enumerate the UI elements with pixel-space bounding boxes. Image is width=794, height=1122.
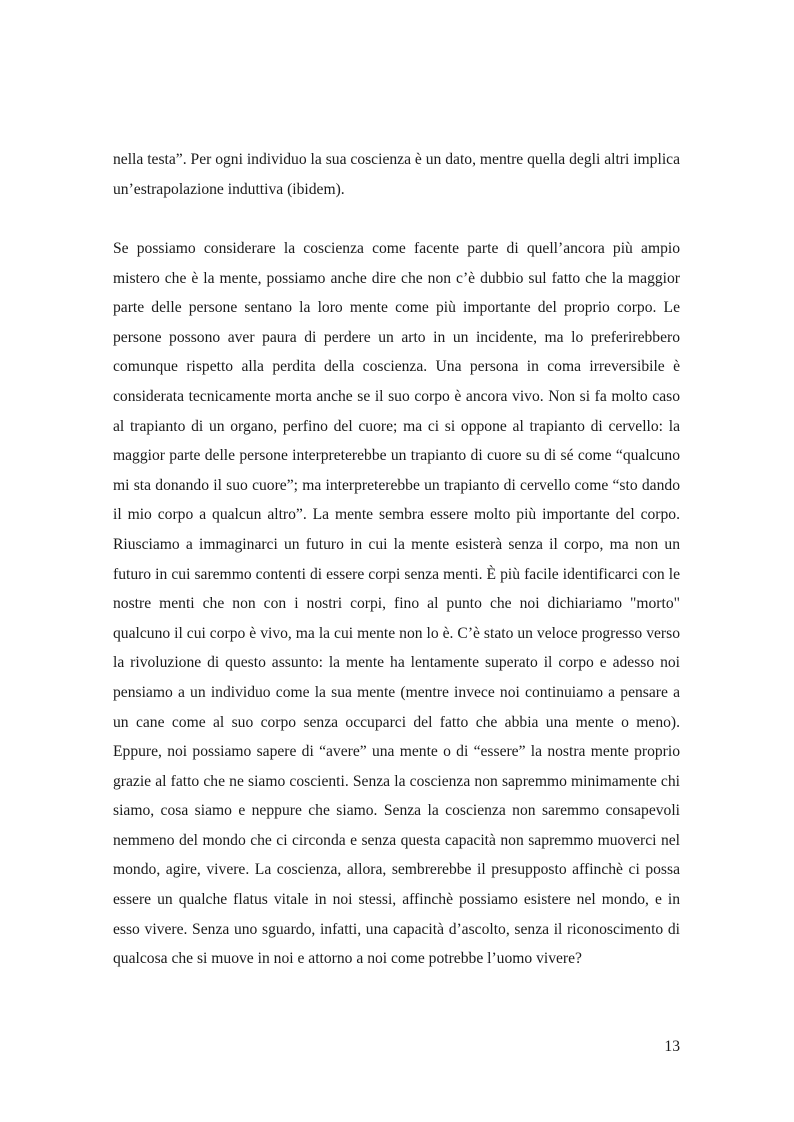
body-paragraph-consciousness: Se possiamo considerare la coscienza come facente parte di quell’ancora più ampio mistero che è la mente, possiamo anche dire che non c’è dubbio sul fatto che la maggior parte delle persone sentano la loro mente come più importante del proprio corpo. Le persone possono aver paura di perdere un arto in un incidente, ma lo preferirebbero comunque rispetto alla perdita della coscienza. Una persona in coma irreversibile è considerata tecnicamente morta anche se il suo corpo è ancora vivo. Non si fa molto caso al trapianto di un organo, perfino del cuore; ma ci si oppone al trapianto di cervello: la maggior parte delle persone interpreterebbe un trapianto di cuore su di sé come “qualcuno mi sta donando il suo cuore”; ma interpreterebbe un trapianto di cervello come “sto dando il mio corpo a qualcun altro”. La mente sembra essere molto più importante del corpo. Riusciamo a immaginarci un futuro in cui la mente esisterà senza il corpo, ma non un futuro in cui saremmo contenti di essere corpi senza menti. È più facile identificarci con le nostre menti che non con i nostri corpi, fino al punto che noi dichiariamo "morto" qualcuno il cui corpo è vivo, ma la cui mente non lo è. C’è stato un veloce progresso verso la rivoluzione di questo assunto: la mente ha lentamente superato il corpo e adesso noi pensiamo a un individuo come la sua mente (mentre invece noi continuiamo a pensare a un cane come al suo corpo senza occuparci del fatto che abbia una mente o meno). Eppure, noi possiamo sapere di “avere” una mente o di “essere” la nostra mente proprio grazie al fatto che ne siamo coscienti. Senza la coscienza non sapremmo minimamente chi siamo, cosa siamo e neppure che siamo. Senza la coscienza non saremmo consapevoli nemmeno del mondo che ci circonda e senza questa capacità non sapremmo muoverci nel mondo, agire, vivere. La coscienza, allora, sembrerebbe il presupposto affinchè ci possa essere un qualche flatus vitale in noi stessi, affinchè possiamo esistere nel mondo, e in esso vivere. Senza uno sguardo, infatti, una capacità d’ascolto, senza il riconoscimento di qualcosa che si muove in noi e attorno a noi come potrebbe l’uomo vivere? — [113, 240, 680, 968]
body-paragraph-continuation: nella testa”. Per ogni individuo la sua coscienza è un dato, mentre quella degli altri implica un’estrapolazione induttiva (ibidem). — [113, 151, 680, 198]
page-number: 13 — [664, 1038, 680, 1055]
